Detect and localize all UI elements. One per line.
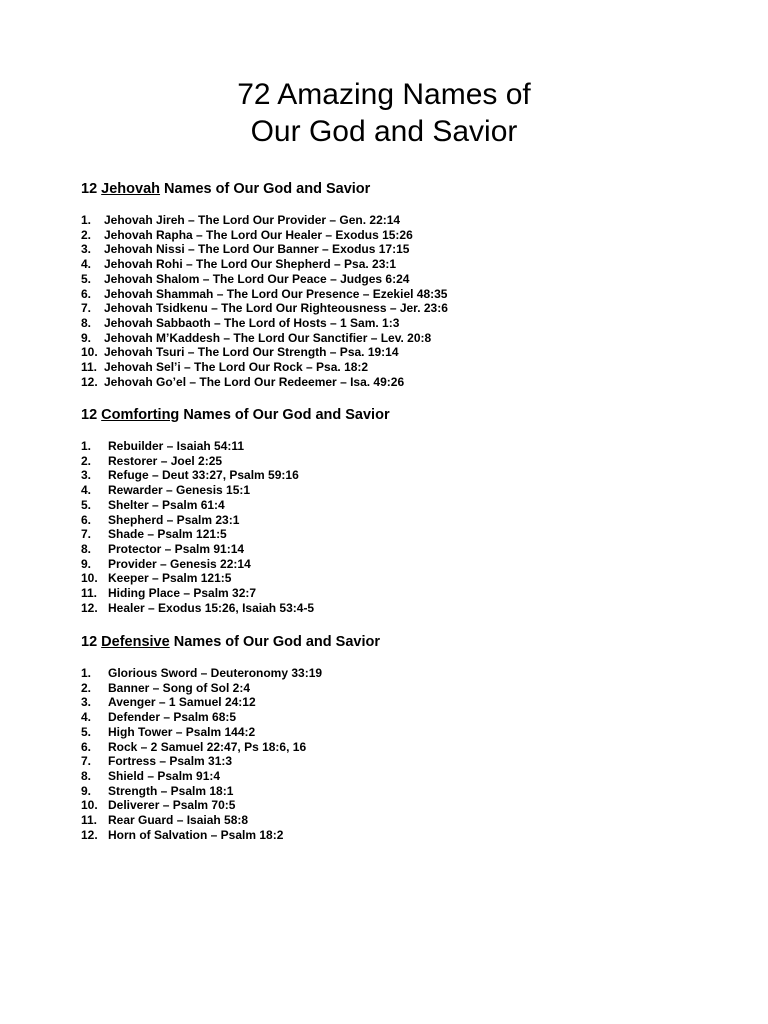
item-text: Jehovah Nissi – The Lord Our Banner – Exodus 17:15 xyxy=(104,242,410,257)
item-number: 10. xyxy=(81,798,98,813)
item-text: Jehovah Rapha – The Lord Our Healer – Exodus 15:26 xyxy=(104,227,413,242)
item-number: 7. xyxy=(81,754,92,769)
item-number: 6. xyxy=(81,286,92,301)
list-item xyxy=(81,345,741,360)
section-heading xyxy=(81,406,741,424)
item-number: 1. xyxy=(81,666,92,680)
item-number: 2. xyxy=(81,680,92,695)
item-number: 1. xyxy=(81,439,92,453)
item-number: 10. xyxy=(81,571,98,586)
list-item xyxy=(81,242,741,257)
item-number: 9. xyxy=(81,330,92,345)
list-item xyxy=(81,331,741,346)
list-item xyxy=(81,257,741,272)
item-number: 7. xyxy=(81,527,92,542)
item-number: 12. xyxy=(81,827,98,842)
list-item xyxy=(81,754,741,769)
item-text: Defender – Psalm 68:5 xyxy=(108,710,237,725)
list-item xyxy=(81,784,741,799)
item-number: 4. xyxy=(81,710,92,725)
item-number: 5. xyxy=(81,724,92,739)
item-number: 6. xyxy=(81,512,92,527)
page-title xyxy=(0,76,768,150)
item-text: Rock – 2 Samuel 22:47, Ps 18:6, 16 xyxy=(108,739,307,754)
item-number: 8. xyxy=(81,768,92,783)
list-item xyxy=(81,213,741,228)
item-number: 2. xyxy=(81,227,92,242)
item-text: Provider – Genesis 22:14 xyxy=(108,556,251,571)
item-text: Jehovah Rohi – The Lord Our Shepherd – Psa. 23:1 xyxy=(104,257,397,272)
item-text: Jehovah Sabbaoth – The Lord of Hosts – 1 Sam. 1:3 xyxy=(104,315,400,330)
item-text: Hiding Place – Psalm 32:7 xyxy=(108,586,257,601)
list-item xyxy=(81,725,741,740)
item-text: Shelter – Psalm 61:4 xyxy=(108,497,225,512)
list-item xyxy=(81,586,741,601)
item-number: 9. xyxy=(81,783,92,798)
page-title-line-1: 72 Amazing Names of xyxy=(237,78,531,111)
list-item xyxy=(81,468,741,483)
section-comforting-names xyxy=(81,406,741,615)
item-number: 8. xyxy=(81,541,92,556)
item-number: 5. xyxy=(81,271,92,286)
item-number: 1. xyxy=(81,213,92,227)
item-number: 6. xyxy=(81,739,92,754)
item-text: Jehovah Jireh – The Lord Our Provider – Gen. 22:14 xyxy=(104,213,401,227)
item-number: 9. xyxy=(81,556,92,571)
item-text: Avenger – 1 Samuel 24:12 xyxy=(108,695,256,710)
section-heading xyxy=(81,633,741,651)
list-item xyxy=(81,769,741,784)
heading-suffix: Names of Our God and Savior xyxy=(160,181,371,197)
list-item xyxy=(81,695,741,710)
item-text: Protector – Psalm 91:14 xyxy=(108,541,245,556)
names-list xyxy=(81,439,741,615)
heading-keyword: Defensive xyxy=(101,634,170,650)
item-number: 11. xyxy=(81,586,98,601)
heading-keyword: Jehovah xyxy=(101,181,161,197)
item-text: Jehovah M’Kaddesh – The Lord Our Sanctifier – Lev. 20:8 xyxy=(104,330,432,345)
item-text: Rebuilder – Isaiah 54:11 xyxy=(108,439,245,453)
item-number: 8. xyxy=(81,315,92,330)
names-list xyxy=(81,666,741,842)
list-item xyxy=(81,513,741,528)
item-text: Banner – Song of Sol 2:4 xyxy=(108,680,251,695)
list-item xyxy=(81,454,741,469)
list-item xyxy=(81,798,741,813)
item-text: Deliverer – Psalm 70:5 xyxy=(108,798,236,813)
list-item xyxy=(81,272,741,287)
item-number: 12. xyxy=(81,374,98,389)
item-text: Fortress – Psalm 31:3 xyxy=(108,754,233,769)
list-item xyxy=(81,360,741,375)
list-item xyxy=(81,228,741,243)
item-text: Rear Guard – Isaiah 58:8 xyxy=(108,813,249,828)
heading-prefix: 12 xyxy=(81,634,102,650)
list-item xyxy=(81,439,741,454)
item-number: 3. xyxy=(81,242,92,257)
list-item xyxy=(81,557,741,572)
item-number: 10. xyxy=(81,345,98,360)
list-item xyxy=(81,666,741,681)
item-number: 3. xyxy=(81,695,92,710)
item-number: 12. xyxy=(81,600,98,615)
list-item xyxy=(81,601,741,616)
list-item xyxy=(81,483,741,498)
item-text: Refuge – Deut 33:27, Psalm 59:16 xyxy=(108,468,299,483)
list-item xyxy=(81,498,741,513)
list-item xyxy=(81,542,741,557)
item-text: Jehovah Tsuri – The Lord Our Strength – Psa. 19:14 xyxy=(104,345,399,360)
item-text: Shade – Psalm 121:5 xyxy=(108,527,227,542)
list-item xyxy=(81,375,741,390)
list-item xyxy=(81,571,741,586)
item-text: Glorious Sword – Deuteronomy 33:19 xyxy=(108,666,323,680)
section-jehovah-names xyxy=(81,180,741,389)
item-number: 3. xyxy=(81,468,92,483)
item-text: Keeper – Psalm 121:5 xyxy=(108,571,232,586)
item-text: Jehovah Shalom – The Lord Our Peace – Judges 6:24 xyxy=(104,271,410,286)
heading-suffix: Names of Our God and Savior xyxy=(169,634,380,650)
item-text: Jehovah Go’el – The Lord Our Redeemer – Isa. 49:26 xyxy=(104,374,405,389)
list-item xyxy=(81,316,741,331)
list-item xyxy=(81,828,741,843)
item-text: Strength – Psalm 18:1 xyxy=(108,783,234,798)
page-title-line-2: Our God and Savior xyxy=(250,115,518,148)
item-number: 2. xyxy=(81,453,92,468)
item-text: High Tower – Psalm 144:2 xyxy=(108,724,256,739)
heading-prefix: 12 xyxy=(81,181,102,197)
item-text: Jehovah Sel’i – The Lord Our Rock – Psa. 18:2 xyxy=(104,360,369,375)
section-defensive-names xyxy=(81,633,741,842)
list-item xyxy=(81,301,741,316)
list-item xyxy=(81,813,741,828)
item-text: Jehovah Tsidkenu – The Lord Our Righteousness – Jer. 23:6 xyxy=(104,301,448,316)
heading-prefix: 12 xyxy=(81,407,102,423)
item-text: Jehovah Shammah – The Lord Our Presence – Ezekiel 48:35 xyxy=(104,286,448,301)
heading-keyword: Comforting xyxy=(101,407,180,423)
item-number: 7. xyxy=(81,301,92,316)
item-number: 4. xyxy=(81,257,92,272)
item-text: Shepherd – Psalm 23:1 xyxy=(108,512,240,527)
item-number: 4. xyxy=(81,483,92,498)
item-text: Restorer – Joel 2:25 xyxy=(108,453,223,468)
item-number: 11. xyxy=(81,360,98,375)
item-text: Horn of Salvation – Psalm 18:2 xyxy=(108,827,284,842)
section-heading xyxy=(81,180,741,198)
item-text: Rewarder – Genesis 15:1 xyxy=(108,483,251,498)
list-item xyxy=(81,710,741,725)
item-text: Healer – Exodus 15:26, Isaiah 53:4-5 xyxy=(108,600,315,615)
list-item xyxy=(81,287,741,302)
list-item xyxy=(81,740,741,755)
item-number: 5. xyxy=(81,497,92,512)
names-list xyxy=(81,213,741,389)
heading-suffix: Names of Our God and Savior xyxy=(179,407,390,423)
list-item xyxy=(81,527,741,542)
item-text: Shield – Psalm 91:4 xyxy=(108,768,221,783)
list-item xyxy=(81,681,741,696)
item-number: 11. xyxy=(81,813,98,828)
